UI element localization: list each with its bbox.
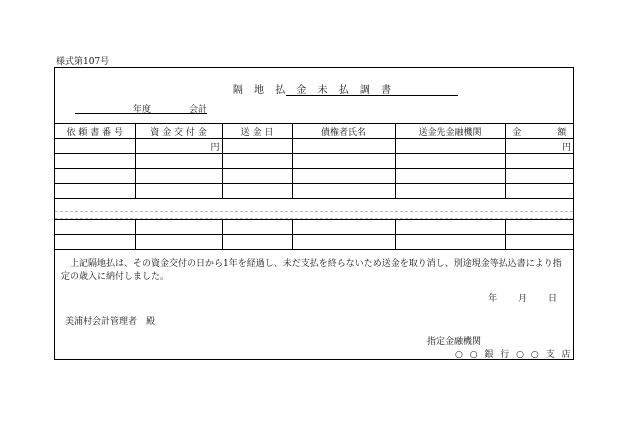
table-row (55, 169, 573, 184)
date-year: 年 (488, 294, 500, 304)
col-remit-bank: 送金先金融機関 (395, 124, 505, 139)
header-row (55, 124, 573, 139)
table-row (55, 154, 573, 169)
table-break (55, 211, 573, 219)
yen-unit: 円 (505, 139, 573, 154)
fiscal-year-label: 年度 (133, 105, 152, 115)
form-title: 隔 地 払 金 未 払 調 書 (232, 85, 396, 96)
notice-text: 上記隔地払は、その資金交付の日から1年を経過し、未だ支払を終らないため送金を取り消し、別途現金等払込書により指定の歳入に納付しました。 (61, 259, 562, 282)
table-row (55, 184, 573, 199)
date-line (474, 291, 559, 304)
table-row (55, 220, 573, 235)
bank-name: ○ ○ 銀 行 ○ ○ 支 店 (455, 350, 573, 360)
account-label: 会計 (189, 105, 208, 115)
addressee: 美浦村会計管理者 殿 (65, 317, 156, 327)
col-amount: 金 額 (505, 124, 573, 139)
col-remit-date: 送 金 日 (222, 124, 292, 139)
yen-unit: 円 (135, 139, 222, 154)
record-table (55, 123, 573, 199)
table-row (55, 235, 573, 250)
bank-label: 指定金融機関 (427, 337, 482, 347)
col-request-number: 依 頼 書 番 号 (55, 124, 135, 139)
date-day: 日 (547, 294, 559, 304)
col-creditor-name: 債権者氏名 (292, 124, 395, 139)
form-frame (54, 67, 574, 360)
record-table-continued (55, 219, 573, 250)
title-underline (286, 95, 458, 96)
col-funding-amount: 資 金 交 付 金 (135, 124, 222, 139)
table-row (55, 139, 573, 154)
date-month: 月 (518, 294, 530, 304)
form-number: 様式第107号 (56, 57, 110, 67)
